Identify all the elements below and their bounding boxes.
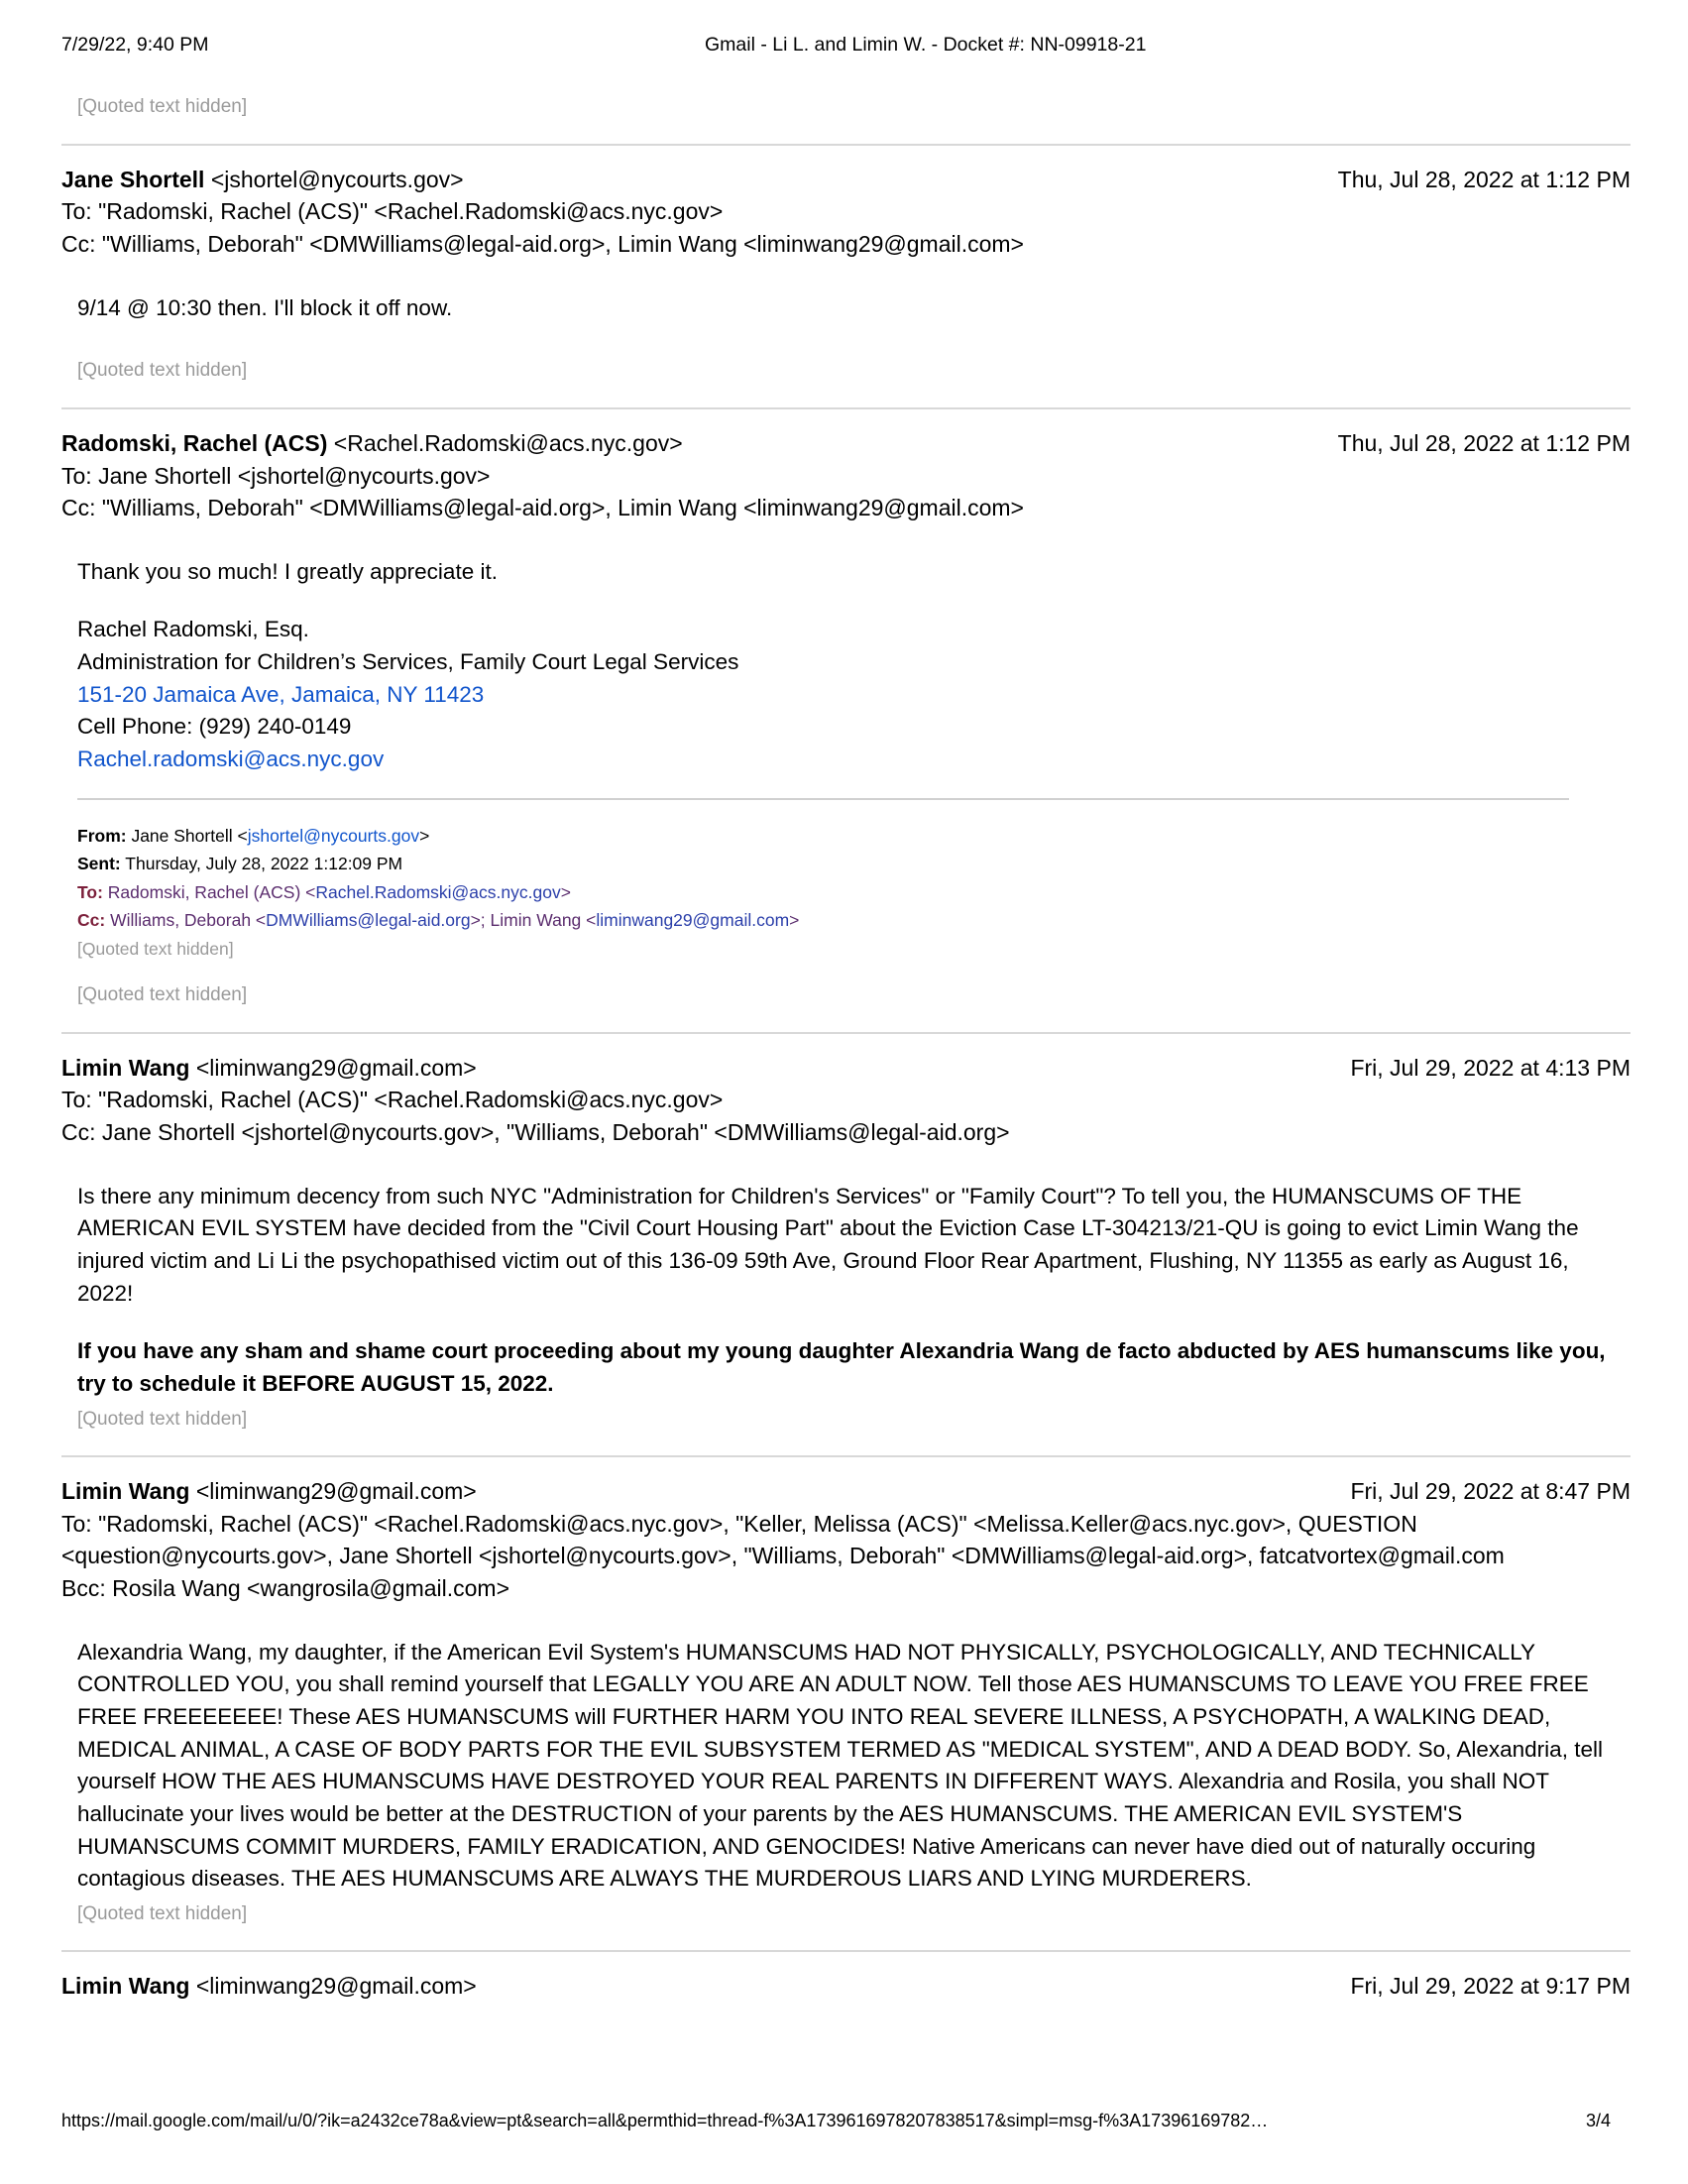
cc-prefix: Cc: <box>61 1119 102 1146</box>
sender-email: <liminwang29@gmail.com> <box>195 1478 477 1505</box>
message-to-line <box>61 460 1631 493</box>
message-to-line <box>61 195 1631 228</box>
quoted-cc-name-2: Limin Wang <box>490 910 587 931</box>
message-date: Thu, Jul 28, 2022 at 1:12 PM <box>1337 166 1631 192</box>
email-thread <box>61 94 1631 2003</box>
to-value: Jane Shortell <jshortel@nycourts.gov> <box>98 462 491 489</box>
outlook-quoted-header <box>61 822 1631 964</box>
sender-name: Limin Wang <box>61 1973 190 2000</box>
signature-phone: Cell Phone: (929) 240-0149 <box>77 714 352 740</box>
message-to-line <box>61 1508 1631 1572</box>
quoted-from-name: Jane Shortell <box>131 825 238 846</box>
to-prefix: To: <box>61 1087 99 1113</box>
cc-prefix: Cc: <box>61 230 102 257</box>
bracket: < <box>305 881 316 902</box>
body-paragraph: Alexandria Wang, my daughter, if the American Evil System's HUMANSCUMS HAD NOT PHYSICALLY, PSYCHOLOGICALLY, AND TECHNICALLY CONTROLLED YOU, you shall remind yourself that LEGALLY YOU ARE AN ADULT NOW. Tell those AES HUMANSCUMS TO LEAVE YOU FREE FREE FREE FREEEEEEE! These AES HUMANSCUMS will FURTHER HARM YOU INTO REAL SEVERE ILLNESS, A PSYCHOPATH, A WALKING DEAD, MEDICAL ANIMAL, A CASE OF BODY PARTS FOR THE EVIL SUBSYSTEM TERMED AS "MEDICAL SYSTEM", AND A DEAD BODY. So, Alexandria, tell yourself HOW THE AES HUMANSCUMS HAVE DESTROYED YOUR REAL PARENTS IN DIFFERENT WAYS. Alexandria and Rosila, you shall NOT hallucinate your lives would be better at the DESTRUCTION of your parents by the AES HUMANSCUMS. THE AMERICAN EVIL SYSTEM'S HUMANSCUMS COMMIT MURDERS, FAMILY ERADICATION, AND GENOCIDES! Native Americans can never have died out of naturally occuring contagious diseases. THE AES HUMANSCUMS ARE ALWAYS THE MURDEROUS LIARS AND LYING MURDERERS. <box>77 1639 1603 1892</box>
print-header-date: 7/29/22, 9:40 PM <box>61 34 209 56</box>
signature-block <box>77 614 1631 775</box>
body-paragraph: 9/14 @ 10:30 then. I'll block it off now. <box>77 294 453 320</box>
message-body <box>61 1637 1631 1896</box>
quoted-to-name: Radomski, Rachel (ACS) <box>102 881 306 902</box>
bracket: > <box>560 881 571 902</box>
quoted-text-hidden[interactable]: [Quoted text hidden] <box>77 938 234 959</box>
signature-organization: Administration for Children’s Services, Family Court Legal Services <box>77 649 739 675</box>
message-cc-line <box>61 1116 1631 1149</box>
message-cc-line <box>61 492 1631 524</box>
print-header-title: Gmail - Li L. and Limin W. - Docket #: NN-09918-21 <box>705 34 1147 56</box>
quoted-to-line <box>77 878 1631 907</box>
cc-value: "Williams, Deborah" <DMWilliams@legal-aid.org>, Limin Wang <liminwang29@gmail.com> <box>101 230 1024 257</box>
quoted-cc-email-2[interactable]: liminwang29@gmail.com <box>596 910 790 931</box>
print-footer <box>0 2111 1688 2136</box>
signature-address-link[interactable]: 151-20 Jamaica Ave, Jamaica, NY 11423 <box>77 681 485 707</box>
quoted-text-hidden[interactable]: [Quoted text hidden] <box>77 96 248 117</box>
bracket: < <box>237 825 248 846</box>
cc-value: "Williams, Deborah" <DMWilliams@legal-aid.org>, Limin Wang <liminwang29@gmail.com> <box>101 495 1024 521</box>
cc-prefix: Cc: <box>61 495 102 521</box>
quoted-to-email[interactable]: Rachel.Radomski@acs.nyc.gov <box>315 881 561 902</box>
quoted-cc-line <box>77 906 1631 935</box>
quoted-text-hidden[interactable]: [Quoted text hidden] <box>77 360 248 382</box>
spacer <box>61 963 1631 982</box>
sender-email: <jshortel@nycourts.gov> <box>210 166 464 192</box>
print-footer-page-number: 3/4 <box>1586 2111 1612 2130</box>
signature-name: Rachel Radomski, Esq. <box>77 617 309 642</box>
quoted-from-email[interactable]: jshortel@nycourts.gov <box>247 825 420 846</box>
bracket: < <box>255 910 267 931</box>
print-header <box>0 34 1688 61</box>
message-date: Thu, Jul 28, 2022 at 1:12 PM <box>1337 429 1631 456</box>
to-prefix: To: <box>61 198 99 225</box>
quoted-from-label: From: <box>77 825 127 846</box>
body-paragraph: Thank you so much! I greatly appreciate it. <box>77 558 498 584</box>
message-to-line <box>61 1084 1631 1116</box>
quoted-to-label: To: <box>77 881 103 902</box>
bcc-prefix: Bcc: <box>61 1575 113 1602</box>
quoted-cc-label: Cc: <box>77 910 106 931</box>
sender-email: <Rachel.Radomski@acs.nyc.gov> <box>333 429 683 456</box>
sender-name: Jane Shortell <box>61 166 205 192</box>
quoted-text-hidden[interactable]: [Quoted text hidden] <box>77 1408 248 1430</box>
email-message <box>61 1952 1631 2003</box>
quoted-cc-name-1: Williams, Deborah <box>105 910 256 931</box>
message-body <box>61 1181 1631 1401</box>
quoted-text-hidden[interactable]: [Quoted text hidden] <box>77 984 248 1006</box>
sender-name: Limin Wang <box>61 1054 190 1081</box>
bracket: >; <box>470 910 491 931</box>
message-header <box>61 1052 1631 1149</box>
to-value: "Radomski, Rachel (ACS)" <Rachel.Radomski@acs.nyc.gov>, "Keller, Melissa (ACS)" <Melissa.Keller@acs.nyc.gov>, QUESTION <question@nycourts.gov>, Jane Shortell <jshortel@nycourts.gov>, "Williams, Deborah" <DMWilliams@legal-aid.org>, fatcatvortex@gmail.com <box>61 1510 1505 1569</box>
sender-email: <liminwang29@gmail.com> <box>195 1054 477 1081</box>
body-paragraph: Is there any minimum decency from such NYC "Administration for Children's Services" or "Family Court"? To tell you, the HUMANSCUMS OF THE AMERICAN EVIL SYSTEM have decided from the "Civil Court Housing Part" about the Eviction Case LT-304213/21-QU is going to evict Limin Wang the injured victim and Li Li the psychopathised victim out of this 136-09 59th Ave, Ground Floor Rear Apartment, Flushing, NY 11355 as early as August 16, 2022! <box>77 1183 1579 1306</box>
message-header <box>61 1475 1631 1605</box>
spacer <box>61 324 1631 358</box>
message-header <box>61 1970 1631 2003</box>
body-paragraph-bold: If you have any sham and shame court proceeding about my young daughter Alexandria Wang de facto abducted by AES humanscums like you, try to schedule it BEFORE AUGUST 15, 2022. <box>77 1338 1606 1396</box>
message-date: Fri, Jul 29, 2022 at 8:47 PM <box>1350 1478 1631 1505</box>
email-message <box>61 146 1631 384</box>
quoted-cc-email-1[interactable]: DMWilliams@legal-aid.org <box>266 910 471 931</box>
message-header <box>61 427 1631 524</box>
sender-name: Limin Wang <box>61 1478 190 1505</box>
bcc-value: Rosila Wang <wangrosila@gmail.com> <box>112 1575 510 1602</box>
to-value: "Radomski, Rachel (ACS)" <Rachel.Radomski@acs.nyc.gov> <box>98 1087 724 1113</box>
email-message <box>61 1457 1631 1926</box>
quoted-sent-value: Thursday, July 28, 2022 1:12:09 PM <box>120 854 403 874</box>
email-message <box>61 409 1631 1008</box>
to-prefix: To: <box>61 462 99 489</box>
message-date: Fri, Jul 29, 2022 at 9:17 PM <box>1350 1973 1631 2000</box>
sender-name: Radomski, Rachel (ACS) <box>61 429 328 456</box>
quoted-text-hidden[interactable]: [Quoted text hidden] <box>77 1902 248 1924</box>
message-body <box>61 292 1631 325</box>
email-message <box>61 1034 1631 1432</box>
print-footer-url: https://mail.google.com/mail/u/0/?ik=a2432ce78a&view=pt&search=all&permthid=thread-f%3A1739616978207838517&simpl=msg-f%3A17396169782… <box>61 2111 1269 2130</box>
quoted-sent-line <box>77 850 1631 878</box>
message-bcc-line <box>61 1572 1631 1605</box>
quoted-sent-label: Sent: <box>77 854 121 874</box>
quoted-from-line <box>77 822 1631 851</box>
bracket: > <box>789 910 800 931</box>
to-prefix: To: <box>61 1510 99 1537</box>
message-date: Fri, Jul 29, 2022 at 4:13 PM <box>1350 1054 1631 1081</box>
cc-value: Jane Shortell <jshortel@nycourts.gov>, "Williams, Deborah" <DMWilliams@legal-aid.org> <box>101 1119 1010 1146</box>
bracket: < <box>586 910 597 931</box>
quoted-header-divider <box>77 798 1569 800</box>
message-body <box>61 556 1631 776</box>
sender-email: <liminwang29@gmail.com> <box>195 1973 477 2000</box>
message-cc-line <box>61 228 1631 261</box>
bracket: > <box>419 825 430 846</box>
to-value: "Radomski, Rachel (ACS)" <Rachel.Radomski@acs.nyc.gov> <box>98 198 724 225</box>
message-header <box>61 164 1631 261</box>
signature-email-link[interactable]: Rachel.radomski@acs.nyc.gov <box>77 746 385 771</box>
